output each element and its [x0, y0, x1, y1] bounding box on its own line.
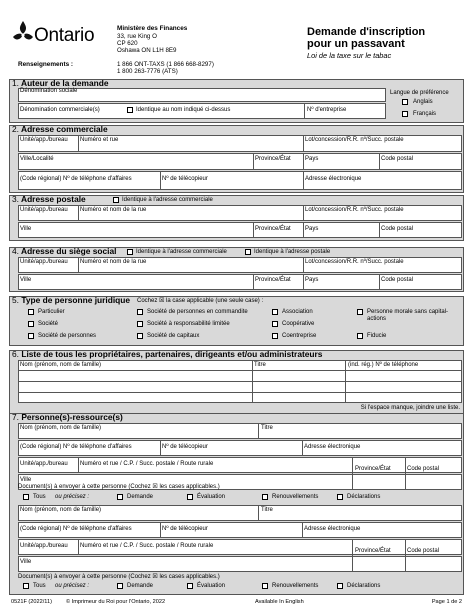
c1-email-label: Adresse électronique: [304, 444, 361, 450]
c1-demande-checkbox[interactable]: [117, 494, 123, 500]
phone-line-1: 1 866 ONT-TAXS (1 866 668-8297): [117, 61, 214, 68]
footer-available-english: Available In English: [255, 599, 304, 605]
s4-identique-postale-checkbox[interactable]: [245, 249, 251, 255]
c1-province-label: Province/État: [355, 466, 391, 472]
c2-evaluation-checkbox[interactable]: [187, 583, 193, 589]
divider: [304, 103, 305, 119]
c2-email-label: Adresse électronique: [304, 526, 361, 532]
s4-lot-label: Lot/concession/R.R. nº/Succ. postale: [305, 259, 404, 265]
identique-nom-checkbox[interactable]: [127, 107, 133, 113]
s6-telephone-header: (ind. rég.) Nº de téléphone: [348, 362, 419, 368]
c2-unite-label: Unité/app./bureau: [20, 543, 68, 549]
c2-tous-label: Tous: [33, 583, 46, 589]
divider: [303, 205, 304, 221]
divider: [253, 274, 254, 290]
c1-declarations-label: Déclarations: [347, 494, 381, 500]
s4-unite-label: Unité/app./bureau: [20, 259, 68, 265]
divider: [302, 440, 303, 456]
c1-street-label: Numéro et rue / C.P. / Succ. postale / Route rurale: [80, 461, 214, 467]
s4-province-label: Province/État: [255, 277, 291, 283]
s4-identique-postale-label: Identique à l'adresse postale: [254, 249, 331, 255]
c1-unite-label: Unité/app./bureau: [20, 461, 68, 467]
s4-identique-commerciale-checkbox[interactable]: [127, 249, 133, 255]
fiducie-checkbox[interactable]: [357, 333, 363, 339]
section-4-title: 4. Adresse du siège social: [12, 246, 117, 256]
societe-capitaux-label: Société de capitaux: [147, 333, 200, 339]
trillium-icon: [12, 20, 34, 46]
divider: [303, 257, 304, 273]
footer-form-number: 0521F (2022/11): [11, 599, 52, 605]
c1-telecopieur-label: Nº de télécopieur: [162, 444, 208, 450]
divider: [78, 135, 79, 152]
s4-code-postal-label: Code postal: [381, 277, 414, 283]
s5-instruction: Cochez ☒ la case applicable (une seule case) :: [137, 298, 264, 304]
c2-declarations-label: Déclarations: [347, 583, 381, 589]
section-5-title: 5. Type de personne juridique: [12, 295, 131, 305]
c1-declarations-checkbox[interactable]: [337, 494, 343, 500]
particulier-checkbox[interactable]: [28, 309, 34, 315]
s2-lot-label: Lot/concession/R.R. nº/Succ. postale: [305, 137, 404, 143]
s2-province-label: Province/État: [255, 156, 291, 162]
c1-documents-label: Document(s) à envoyer à cette personne (Cochez ☒ les cases applicables.): [18, 484, 220, 490]
s2-telecopieur-label: Nº de télécopieur: [162, 176, 208, 182]
s2-adresse-electronique-label: Adresse électronique: [305, 176, 362, 182]
cooperative-label: Coopérative: [282, 321, 315, 327]
c2-declarations-checkbox[interactable]: [337, 583, 343, 589]
divider: [78, 257, 79, 273]
societe-commandite-label: Société de personnes en commandite: [147, 309, 248, 315]
c2-evaluation-label: Évaluation: [197, 583, 226, 589]
row-divider: [18, 392, 462, 393]
societe-personnes-checkbox[interactable]: [28, 333, 34, 339]
divider: [258, 423, 259, 439]
s3-ville-label: Ville: [20, 226, 32, 232]
s6-note: Si l'espace manque, joindre une liste.: [360, 405, 460, 411]
form-title-line-2: pour un passavant: [307, 38, 405, 50]
c2-renouvellements-label: Renouvellements: [272, 583, 319, 589]
section-7-title: 7. Personne(s)-ressource(s): [12, 412, 123, 422]
anglais-checkbox[interactable]: [402, 99, 408, 105]
identique-nom-label: Identique au nom indiqué ci-dessus: [136, 107, 231, 113]
row-divider: [18, 381, 462, 382]
s3-numero-nom-rue-label: Numéro et nom de la rue: [80, 207, 147, 213]
s6-titre-header: Titre: [254, 362, 266, 368]
divider: [303, 153, 304, 170]
c1-titre-label: Titre: [261, 425, 273, 431]
c2-demande-checkbox[interactable]: [117, 583, 123, 589]
c1-renouvellements-checkbox[interactable]: [262, 494, 268, 500]
s4-numero-nom-rue-label: Numéro et nom de la rue: [80, 259, 147, 265]
coentreprise-checkbox[interactable]: [272, 333, 278, 339]
c1-tel-label: (Code régional) Nº de téléphone d'affaires: [20, 444, 132, 450]
s2-ville-label: Ville/Localité: [20, 156, 54, 162]
s4-pays-label: Pays: [305, 277, 319, 283]
address-line-2: CP 620: [117, 40, 138, 47]
divider: [303, 222, 304, 238]
phone-line-2: 1 800 263-7776 (ATS): [117, 68, 178, 75]
c2-tel-label: (Code régional) Nº de téléphone d'affaires: [20, 526, 132, 532]
particulier-label: Particulier: [38, 309, 65, 315]
section-1-title: 1. Auteur de la demande: [12, 78, 109, 88]
contact-label: Renseignements :: [18, 61, 74, 68]
divider: [379, 222, 380, 238]
s2-numero-rue-label: Numéro et rue: [80, 137, 119, 143]
divider: [78, 539, 79, 555]
divider: [303, 274, 304, 290]
form-subtitle: Loi de la taxe sur le tabac: [307, 51, 392, 60]
c1-evaluation-checkbox[interactable]: [187, 494, 193, 500]
footer-copyright: © Imprimeur du Roi pour l'Ontario, 2022: [66, 599, 166, 605]
c2-ville-label: Ville: [20, 559, 32, 565]
c1-renouvellements-label: Renouvellements: [272, 494, 319, 500]
anglais-label: Anglais: [413, 99, 433, 105]
personne-morale-checkbox[interactable]: [357, 309, 363, 315]
divider: [160, 522, 161, 538]
c1-nom-label: Nom (prénom, nom de famille): [20, 425, 102, 431]
divider: [303, 171, 304, 190]
divider: [253, 222, 254, 238]
coentreprise-label: Coentreprise: [282, 333, 317, 339]
s2-unite-label: Unité/app./bureau: [20, 137, 68, 143]
s3-unite-label: Unité/app./bureau: [20, 207, 68, 213]
c2-telecopieur-label: Nº de télécopieur: [162, 526, 208, 532]
c2-renouvellements-checkbox[interactable]: [262, 583, 268, 589]
s3-identique-checkbox[interactable]: [113, 197, 119, 203]
divider: [405, 457, 406, 490]
c2-ou-precisez-label: ou précisez :: [55, 583, 90, 589]
s6-nom-header: Nom (prénom, nom de famille): [20, 362, 102, 368]
logo-wordmark: Ontario: [34, 25, 95, 46]
no-entreprise-label: Nº d'entreprise: [307, 107, 347, 113]
s3-code-postal-label: Code postal: [381, 226, 414, 232]
cooperative-checkbox[interactable]: [272, 321, 278, 327]
c1-tous-checkbox[interactable]: [23, 494, 29, 500]
association-label: Association: [282, 309, 313, 315]
s2-pays-label: Pays: [305, 156, 319, 162]
societe-checkbox[interactable]: [28, 321, 34, 327]
c2-tous-checkbox[interactable]: [23, 583, 29, 589]
c2-street-label: Numéro et rue / C.P. / Succ. postale / Route rurale: [80, 543, 214, 549]
personne-morale-label: Personne morale sans capital-actions: [367, 309, 449, 323]
societe-personnes-label: Société de personnes: [38, 333, 97, 339]
section-3-title: 3. Adresse postale: [12, 194, 86, 204]
c1-ville-label: Ville: [20, 477, 32, 483]
divider: [379, 274, 380, 290]
divider: [379, 153, 380, 170]
divider: [352, 457, 353, 490]
divider: [160, 171, 161, 190]
c2-titre-label: Titre: [261, 507, 273, 513]
c2-demande-label: Demande: [127, 583, 154, 589]
s4-identique-commerciale-label: Identique à l'adresse commerciale: [136, 249, 227, 255]
ontario-logo: [12, 20, 112, 48]
section-6-title: 6. Liste de tous les propriétaires, partenaires, dirigeants et/ou administrateurs: [12, 349, 323, 359]
denomination-commerciale-label: Dénomination commerciale(s): [20, 107, 100, 113]
divider: [352, 539, 353, 572]
s3-lot-label: Lot/concession/R.R. nº/Succ. postale: [305, 207, 404, 213]
societe-responsabilite-checkbox[interactable]: [137, 321, 143, 327]
divider: [302, 522, 303, 538]
s4-ville-label: Ville: [20, 277, 32, 283]
societe-capitaux-checkbox[interactable]: [137, 333, 143, 339]
form-title-line-1: Demande d'inscription: [307, 26, 426, 38]
footer-page-number: Page 1 de 2: [431, 599, 462, 605]
societe-commandite-checkbox[interactable]: [137, 309, 143, 315]
s3-province-label: Province/État: [255, 226, 291, 232]
s2-code-postal-label: Code postal: [381, 156, 414, 162]
s3-identique-label: Identique à l'adresse commerciale: [122, 197, 213, 203]
c1-ou-precisez-label: ou précisez :: [55, 494, 90, 500]
divider: [405, 539, 406, 572]
societe-responsabilite-label: Société à responsabilité limitée: [147, 321, 230, 327]
divider: [258, 505, 259, 521]
s2-tel-affaires-label: (Code régional) Nº de téléphone d'affaires: [20, 176, 132, 182]
francais-checkbox[interactable]: [402, 111, 408, 117]
fiducie-label: Fiducie: [367, 333, 387, 339]
row-divider: [18, 370, 462, 371]
c1-code-postal-label: Code postal: [407, 466, 440, 472]
c2-nom-label: Nom (prénom, nom de famille): [20, 507, 102, 513]
address-line-1: 33, rue King O: [117, 33, 157, 40]
section-2-title: 2. Adresse commerciale: [12, 124, 108, 134]
c2-code-postal-label: Code postal: [407, 548, 440, 554]
divider: [303, 135, 304, 152]
c2-city-row[interactable]: [18, 556, 462, 572]
divider: [253, 153, 254, 170]
ministry-name: Ministère des Finances: [117, 25, 188, 32]
s3-pays-label: Pays: [305, 226, 319, 232]
c1-demande-label: Demande: [127, 494, 154, 500]
c2-province-label: Province/État: [355, 548, 391, 554]
denomination-sociale-label: Dénomination sociale: [20, 88, 78, 94]
divider: [160, 440, 161, 456]
francais-label: Français: [413, 111, 437, 117]
c1-tous-label: Tous: [33, 494, 46, 500]
langue-label: Langue de préférence: [390, 90, 449, 96]
c2-documents-label: Document(s) à envoyer à cette personne (Cochez ☒ les cases applicables.): [18, 574, 220, 580]
c1-evaluation-label: Évaluation: [197, 494, 226, 500]
address-line-3: Oshawa ON L1H 8E9: [117, 47, 177, 54]
divider: [78, 205, 79, 221]
association-checkbox[interactable]: [272, 309, 278, 315]
divider: [78, 457, 79, 473]
societe-label: Société: [38, 321, 59, 327]
